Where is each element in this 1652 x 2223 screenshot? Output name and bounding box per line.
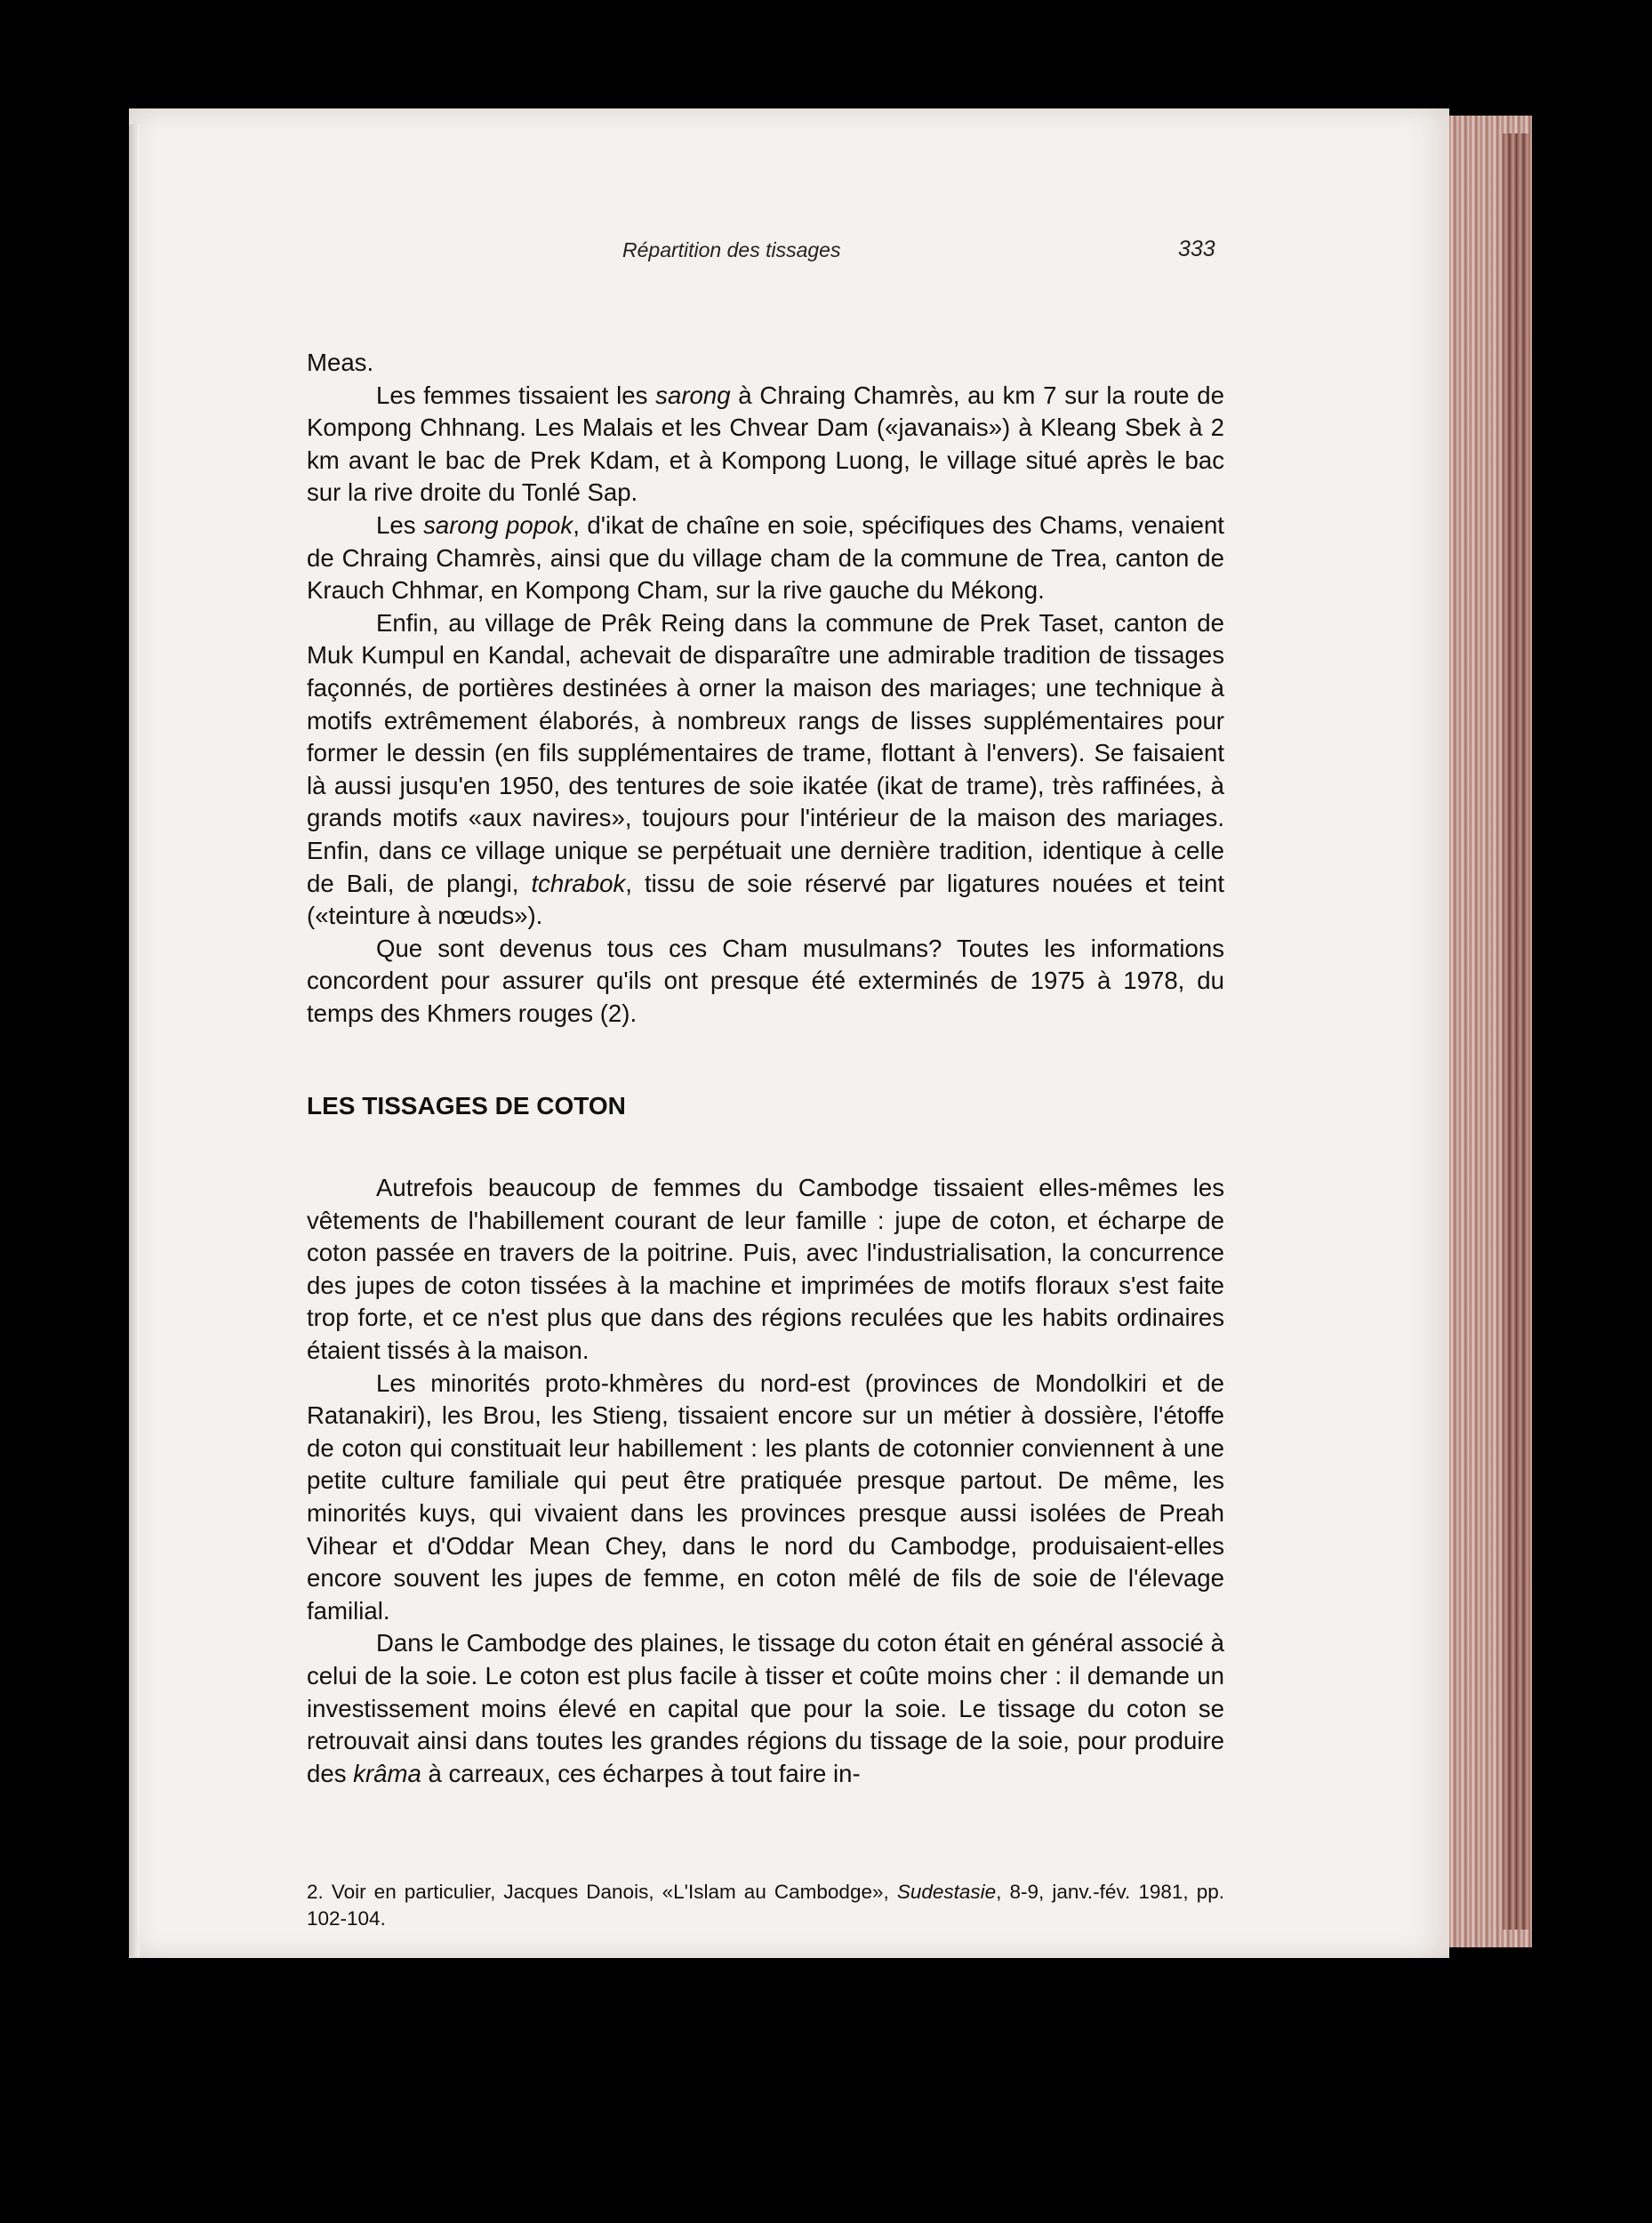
text-run: à Chraing Chamrès, au km 7 sur la route de Kompong Chhnang. Les Malais et les Chvear Dam («javanais») à Kleang Sbek à 2 km avant le bac de Prek Kdam, et à Kompong Luong, le village situé après le bac sur la rive droite du Tonlé Sap. <box>307 381 1224 507</box>
paragraph <box>307 1172 1224 1368</box>
text-run: , d'ikat de chaîne en soie, spécifiques des Chams, venaient de Chraing Chamrès, ainsi que du village cham de la commune de Trea, canton de Krauch Chhmar, en Kompong Cham, sur la rive gauche du Mékong. <box>307 510 1224 605</box>
italic-term: tchrabok <box>531 869 626 897</box>
paragraph <box>307 1627 1224 1790</box>
paragraph <box>307 347 1224 380</box>
italic-term: Sudestasie <box>896 1881 997 1903</box>
footnote <box>307 1879 1224 1932</box>
text-run: Meas. <box>307 349 374 376</box>
italic-term: sarong <box>655 381 731 409</box>
text-run: LES TISSAGES DE COTON <box>307 1092 626 1120</box>
text-run: Autrefois beaucoup de femmes du Cambodge tissaient elles-mêmes les vêtements de l'habillement courant de leur famille : jupe de coton, et écharpe de coton passée en travers de la poitrine. Puis, avec l'industrialisation, la concurrence des jupes de coton tissées à la machine et imprimées de motifs floraux s'est faite trop forte, et ce n'est plus que dans des régions reculées que les habits ordinaires étaient tissés à la maison. <box>307 1174 1224 1365</box>
text-run: Dans le Cambodge des plaines, le tissage du coton était en général associé à celui de la soie. Le coton est plus facile à tisser et coûte moins cher : il demande un investissement moins élevé en capital que pour la soie. Le tissage du coton se retrouvait ainsi dans toutes les grandes régions du tissage de la soie, pour produire des <box>307 1629 1224 1787</box>
text-run: Les femmes tissaient les <box>376 381 656 409</box>
italic-term: krâma <box>353 1759 421 1787</box>
text-run: Les minorités proto-khmères du nord-est (provinces de Mondolkiri et de Ratanakiri), les Brou, les Stieng, tissaient encore sur un métier à dossière, l'étoffe de coton qui constituait leur habillement : les plants de cotonnier conviennent à une petite culture familiale qui peut être pratiquée presque partout. De même, les minorités kuys, qui vivaient dans les provinces presque aussi isolées de Preah Vihear et d'Oddar Mean Chey, dans le nord du Cambodge, produisaient-elles encore souvent les jupes de femme, en coton mêlé de fils de soie de l'élevage familial. <box>307 1368 1224 1625</box>
body-text <box>307 347 1224 1790</box>
text-run: , 8-9, janv.-fév. 1981, pp. 102-104. <box>307 1881 1225 1930</box>
paragraph <box>307 1368 1224 1628</box>
paragraph <box>307 933 1224 1031</box>
italic-term: sarong popok <box>423 510 573 539</box>
text-run: Que sont devenus tous ces Cham musulmans? Toutes les informations concordent pour assurer qu'ils ont presque été exterminés de 1975 à 1978, du temps des Khmers rouges (2). <box>307 934 1224 1027</box>
text-run: , tissu de soie réservé par ligatures nouées et teint («teinture à nœuds»). <box>307 869 1224 930</box>
text-run: Les <box>376 510 424 539</box>
text-run: 2. Voir en particulier, Jacques Danois, «L'Islam au Cambodge», <box>307 1881 897 1903</box>
page-number: 333 <box>1178 237 1215 261</box>
running-title: Répartition des tissages <box>622 238 841 261</box>
text-run: Enfin, au village de Prêk Reing dans la commune de Prek Taset, canton de Muk Kumpul en Kandal, achevait de disparaître une admirable tradition de tissages façonnés, de portières destinées à orner la maison des mariages; une technique à motifs extrêmement élaborés, à nombreux rangs de lisses supplémentaires pour former le dessin (en fils supplémentaires de trame, flottant à l'envers). Se faisaient là aussi jusqu'en 1950, des tentures de soie ikatée (ikat de trame), très raffinées, à grands motifs «aux navires», toujours pour l'intérieur de la maison des mariages. Enfin, dans ce village unique se perpétuait une dernière tradition, identique à celle de Bali, de plangi, <box>307 608 1224 897</box>
paragraph <box>307 607 1224 933</box>
section-heading <box>307 1090 1224 1123</box>
text-run: à carreaux, ces écharpes à tout faire in- <box>421 1759 861 1787</box>
paragraph <box>307 380 1224 510</box>
page-edges-dark <box>1503 133 1529 1930</box>
page-gutter <box>129 124 140 1956</box>
paragraph <box>307 510 1224 607</box>
